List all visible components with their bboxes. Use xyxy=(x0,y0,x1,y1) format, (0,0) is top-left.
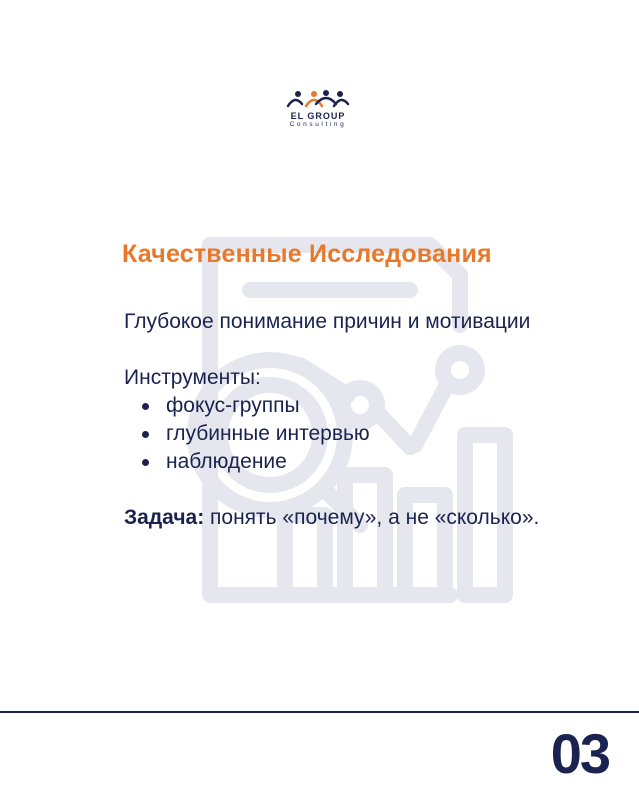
list-item: фокус-группы xyxy=(124,392,544,420)
list-item: глубинные интервью xyxy=(124,420,544,448)
brand-name: EL GROUP xyxy=(290,111,346,121)
people-figures-icon xyxy=(286,88,350,110)
brand-logo xyxy=(268,88,368,138)
list-item: наблюдение xyxy=(124,448,544,476)
slide-content xyxy=(124,308,544,532)
lead-text: Глубокое понимание причин и мотивации xyxy=(124,310,531,333)
brand-subtitle: Consulting xyxy=(289,121,347,128)
tools-heading: Инструменты: xyxy=(124,366,261,389)
slide-title: Качественные Исследования xyxy=(122,240,492,268)
task-label: Задача: xyxy=(124,506,205,529)
task-text: понять «почему», а не «сколько». xyxy=(204,506,540,529)
task-statement xyxy=(124,504,544,532)
tools-list xyxy=(124,392,544,476)
page-number: 03 xyxy=(550,722,609,785)
footer-divider xyxy=(0,711,639,713)
